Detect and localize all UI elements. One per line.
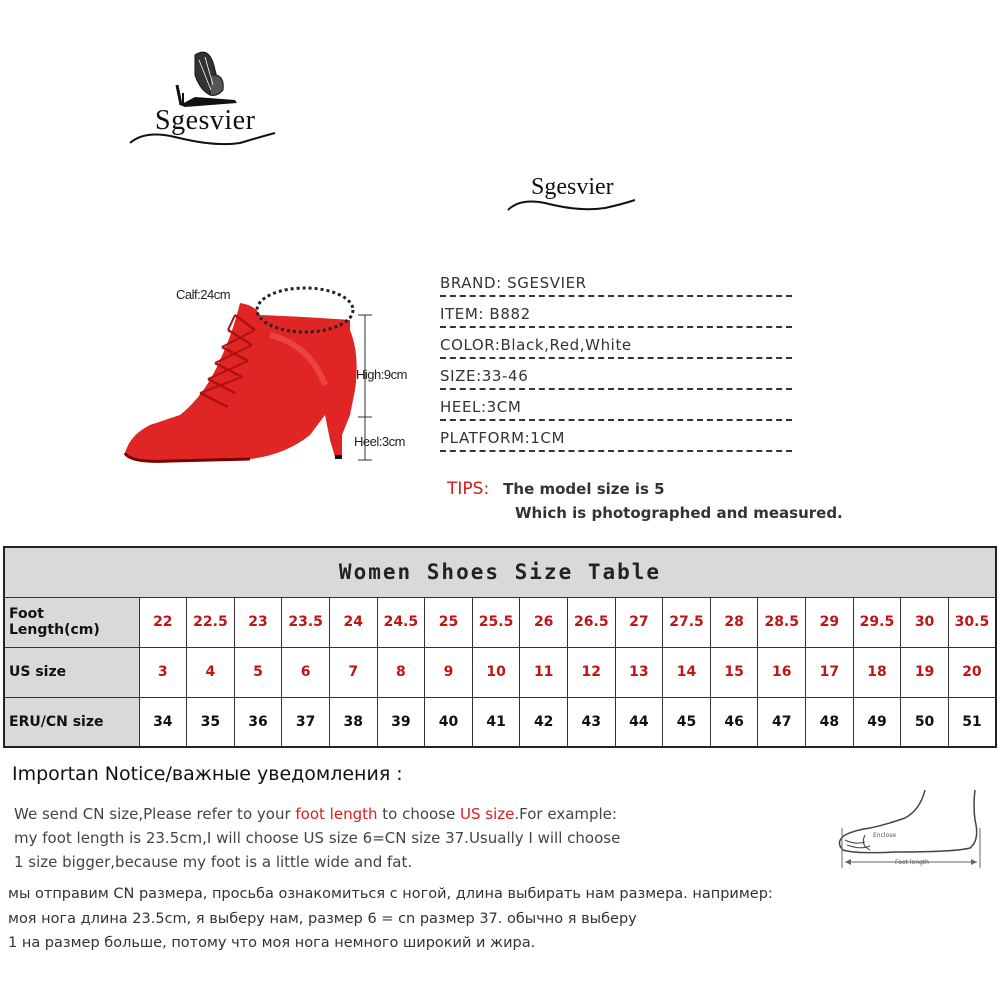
- table-cell: 20: [948, 647, 996, 697]
- notice-title: Importan Notice/важные уведомления :: [12, 763, 403, 785]
- notice-ru-line-3: 1 на размер больше, потому что моя нога немного широкий и жира.: [8, 935, 536, 951]
- table-cell: 19: [901, 647, 949, 697]
- table-cell: 40: [425, 697, 473, 747]
- table-cell: 5: [234, 647, 282, 697]
- notice-en-line-1: [14, 802, 754, 826]
- heel-measurement: Heel:3cm: [354, 434, 405, 449]
- tips-line-2: Which is photographed and measured.: [515, 504, 843, 522]
- table-cell: 6: [282, 647, 330, 697]
- table-row-foot-length: [4, 597, 996, 647]
- brand-logo-primary: [125, 45, 285, 155]
- table-cell: 3: [139, 647, 187, 697]
- notice-text: .For example:: [514, 805, 617, 823]
- table-cell: 24: [329, 597, 377, 647]
- brand-logo-secondary: [505, 170, 640, 220]
- table-cell: 29: [806, 597, 854, 647]
- table-cell: 37: [282, 697, 330, 747]
- table-cell: 11: [520, 647, 568, 697]
- notice-highlight-us-size: US size: [460, 805, 515, 823]
- table-cell: 30: [901, 597, 949, 647]
- spec-label: ITEM: B882: [440, 305, 531, 323]
- spec-color: [440, 328, 792, 359]
- table-cell: 24.5: [377, 597, 425, 647]
- tips-text: The model size is 5: [503, 480, 665, 498]
- table-cell: 7: [329, 647, 377, 697]
- spec-platform: [440, 421, 792, 452]
- size-table-title: Women Shoes Size Table: [4, 547, 996, 597]
- notice-en-line-3: 1 size bigger,because my foot is a little wide and fat.: [14, 853, 413, 871]
- spec-item: [440, 297, 792, 328]
- table-cell: 27: [615, 597, 663, 647]
- notice-en-line-2: my foot length is 23.5cm,I will choose US size 6=CN size 37.Usually I will choose: [14, 829, 621, 847]
- table-cell: 47: [758, 697, 806, 747]
- spec-label: HEEL:3CM: [440, 398, 522, 416]
- notice-russian: [8, 882, 928, 956]
- table-cell: 26: [520, 597, 568, 647]
- foot-length-diagram: [825, 790, 1000, 880]
- table-cell: 8: [377, 647, 425, 697]
- table-row-eu-cn-size: [4, 697, 996, 747]
- table-cell: 16: [758, 647, 806, 697]
- table-cell: 45: [663, 697, 711, 747]
- table-cell: 14: [663, 647, 711, 697]
- tips-label: TIPS:: [447, 479, 490, 499]
- foot-length-label: Foot length: [895, 859, 929, 866]
- table-cell: 43: [567, 697, 615, 747]
- enclose-label: Enclose: [873, 832, 897, 839]
- table-cell: 38: [329, 697, 377, 747]
- calf-measurement: Calf:24cm: [176, 287, 231, 302]
- notice-highlight-foot-length: foot length: [295, 805, 378, 823]
- size-table: [3, 546, 997, 748]
- table-cell: 51: [948, 697, 996, 747]
- spec-label: BRAND: SGESVIER: [440, 274, 587, 292]
- table-cell: 36: [234, 697, 282, 747]
- table-cell: 4: [187, 647, 235, 697]
- table-cell: 50: [901, 697, 949, 747]
- butterfly-shoe-icon: [125, 45, 285, 155]
- notice-english: [14, 802, 754, 874]
- table-cell: 39: [377, 697, 425, 747]
- foot-outline-icon: [825, 790, 1000, 880]
- table-cell: 27.5: [663, 597, 711, 647]
- spec-label: COLOR:Black,Red,White: [440, 336, 632, 354]
- table-row-us-size: [4, 647, 996, 697]
- spec-heel: [440, 390, 792, 421]
- table-cell: 18: [853, 647, 901, 697]
- spec-size: [440, 359, 792, 390]
- table-cell: 22: [139, 597, 187, 647]
- spec-brand: [440, 266, 792, 297]
- table-cell: 15: [710, 647, 758, 697]
- notice-ru-line-2: моя нога длина 23.5cm, я выберу нам, размер 6 = cn размер 37. обычно я выберу: [8, 910, 637, 927]
- notice-ru-line-1: мы отправим CN размера, просьба ознакомиться с ногой, длина выбирать нам размера. например:: [8, 886, 773, 902]
- notice-text: We send CN size,Please refer to your: [14, 805, 296, 823]
- table-cell: 44: [615, 697, 663, 747]
- table-cell: 13: [615, 647, 663, 697]
- tips-line-1: [447, 479, 665, 499]
- table-cell: 22.5: [187, 597, 235, 647]
- product-image: [110, 275, 430, 475]
- table-cell: 35: [187, 697, 235, 747]
- table-cell: 25: [425, 597, 473, 647]
- table-cell: 25.5: [472, 597, 520, 647]
- table-cell: 23.5: [282, 597, 330, 647]
- table-cell: 26.5: [567, 597, 615, 647]
- table-cell: 46: [710, 697, 758, 747]
- row-header: Foot Length(cm): [4, 597, 139, 647]
- notice-text: to choose: [377, 805, 461, 823]
- product-specs: [440, 266, 792, 452]
- table-cell: 30.5: [948, 597, 996, 647]
- table-cell: 12: [567, 647, 615, 697]
- table-cell: 23: [234, 597, 282, 647]
- height-measurement: High:9cm: [356, 367, 407, 382]
- spec-label: SIZE:33-46: [440, 367, 529, 385]
- table-cell: 49: [853, 697, 901, 747]
- table-cell: 29.5: [853, 597, 901, 647]
- table-cell: 42: [520, 697, 568, 747]
- row-header: US size: [4, 647, 139, 697]
- spec-label: PLATFORM:1CM: [440, 429, 566, 447]
- table-cell: 10: [472, 647, 520, 697]
- table-cell: 34: [139, 697, 187, 747]
- brand-name: Sgesvier: [155, 105, 256, 136]
- table-cell: 17: [806, 647, 854, 697]
- table-cell: 9: [425, 647, 473, 697]
- brand-name-secondary: Sgesvier: [531, 174, 614, 200]
- table-cell: 41: [472, 697, 520, 747]
- row-header: ERU/CN size: [4, 697, 139, 747]
- table-cell: 48: [806, 697, 854, 747]
- table-cell: 28: [710, 597, 758, 647]
- table-cell: 28.5: [758, 597, 806, 647]
